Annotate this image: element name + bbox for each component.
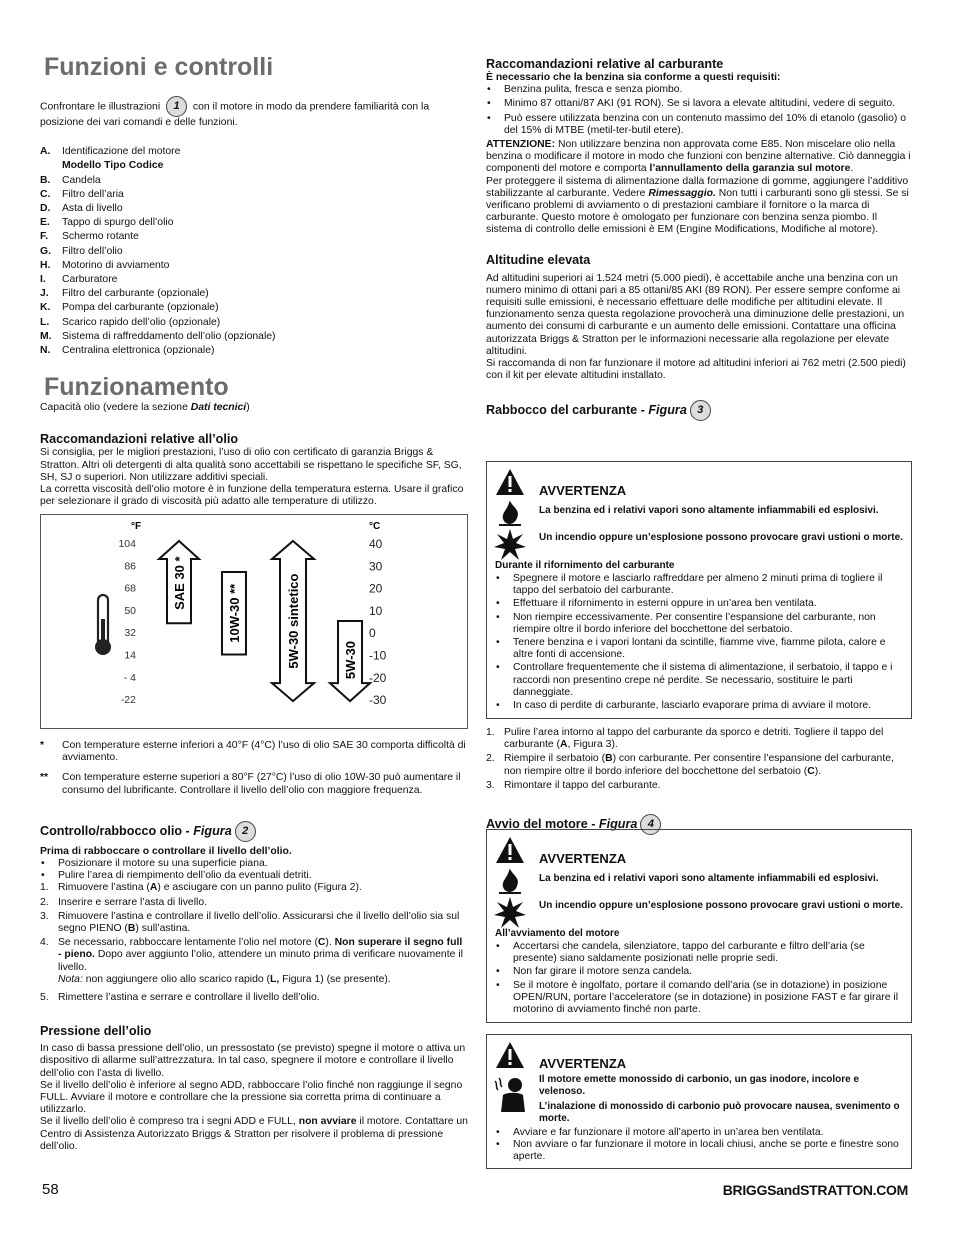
feature-key: B. — [40, 174, 51, 186]
oil-check-step — [40, 897, 468, 909]
f-unit-label: °F — [131, 521, 142, 532]
s4e: Dopo aver aggiunto l’olio, attendere un minuto prima di verificare nuovamente il livello. — [58, 949, 463, 973]
s4-note-b: non aggiungere olio allo scarico rapido ( — [82, 973, 270, 985]
warning-message-1: La benzina ed i relativi vapori sono altamente infiammabili ed esplosivi. — [539, 873, 879, 884]
feature-key: C. — [40, 188, 51, 200]
step-number: 1. — [40, 882, 49, 894]
footnote-mark-2: ** — [40, 772, 49, 784]
feature-label: Identificazione del motore Modello Tipo Codice — [62, 146, 181, 172]
viscosity-label: SAE 30 * — [172, 556, 187, 610]
step-text: Rimettere l’astina e serrare e controllare il livello dell’olio. — [58, 992, 320, 1004]
warning-box-start — [486, 829, 912, 1023]
fire-icon — [493, 867, 527, 895]
explosion-icon — [493, 896, 527, 930]
oil-pressure-heading: Pressione dell’olio — [40, 1024, 152, 1039]
oil-viscosity-chart — [40, 514, 468, 729]
altitude-heading: Altitudine elevata — [486, 252, 591, 267]
refuel-step — [486, 753, 914, 777]
intro-paragraph — [40, 96, 468, 129]
c-tick-label: 40 — [369, 537, 383, 551]
capacity-ref: Dati tecnici — [190, 402, 247, 414]
warning-bullet: • Effettuare il rifornimento in esterni oppure in un’area ben ventilata. — [495, 598, 903, 610]
oil-check-heading-text: Controllo/rabbocco olio - — [40, 823, 194, 838]
footnote-text-1: Con temperature esterne inferiori a 40°F (4°C) l’uso di olio SAE 30 comporta difficoltà di avviamento. — [62, 740, 466, 764]
s4-note-d: Figura 1) (se presente). — [279, 973, 391, 985]
oil-check-bullet: • Posizionare il motore su una superficie piana. — [40, 858, 468, 870]
capacity-close: ) — [246, 402, 250, 414]
warning-title: AVVERTENZA — [539, 1056, 627, 1071]
footnote-1 — [40, 740, 468, 764]
feature-key: F. — [40, 231, 49, 243]
feature-item — [40, 344, 468, 358]
warning-subheading: All’avviamento del motore — [495, 928, 620, 939]
refuel-step — [486, 780, 914, 792]
warning-bullet: • Tenere benzina e i vapori lontani da scintille, fiamme vive, fiamme pilota, calore e altre fonti di accensione. — [495, 637, 903, 661]
thermometer-icon — [95, 595, 111, 655]
feature-label: Pompa del carburante (opzionale) — [62, 302, 219, 314]
feature-key: K. — [40, 302, 51, 314]
c-tick-label: -20 — [369, 670, 387, 685]
feature-label: Sistema di raffreddamento dell’olio (opzionale) — [62, 330, 276, 342]
warning-bullets — [495, 941, 903, 1017]
f-tick-label: 50 — [124, 604, 136, 617]
c-tick-label: -30 — [369, 693, 387, 708]
fuel-bullet: • Minimo 87 ottani/87 AKI (91 RON). Se si lavora a elevate altitudini, vedere di seguito. — [486, 98, 914, 110]
warning-bullet: • In caso di perdite di carburante, lasciarlo evaporare prima di avviare il motore. — [495, 700, 903, 712]
step-ref: A — [149, 882, 158, 894]
p3b: non avviare — [298, 1116, 357, 1128]
left-column-lower — [40, 740, 468, 1153]
feature-item — [40, 230, 468, 244]
right-column — [486, 52, 914, 421]
feature-key: H. — [40, 259, 51, 271]
step-ref: A — [560, 739, 568, 751]
oil-pressure-p1: In caso di bassa pressione dell’olio, un pressostato (se previsto) spegne il motore o attiva un dispositivo di allarme sull’attrezzatura. In tal caso, spegnere il motore e controllare il livello dell’olio con l’asta di livello. — [40, 1043, 466, 1079]
step-number: 3. — [40, 910, 49, 922]
fuel-bullet: • Può essere utilizzata benzina con un contenuto massimo del 10% di etanolo (gasolio) o del 15% di MTBE (metil-ter-butil etere). — [486, 113, 914, 137]
feature-key: I. — [40, 274, 46, 286]
feature-item — [40, 287, 468, 301]
feature-item — [40, 216, 468, 230]
warning-box-fuel — [486, 461, 912, 719]
step-number: 2. — [40, 896, 49, 908]
feature-label: Filtro del carburante (opzionale) — [62, 288, 209, 300]
warning-bullet: • Avviare e far funzionare il motore all’aperto in un’area ben ventilata. — [495, 1127, 903, 1139]
step-ref: C — [807, 765, 815, 777]
f-tick-label: 32 — [124, 627, 136, 640]
feature-label: Tappo di spurgo dell’olio — [62, 217, 174, 229]
feature-label: Carburatore — [62, 274, 118, 286]
s4a: Se necessario, rabboccare lentamente l’olio nel motore ( — [58, 937, 318, 949]
c-tick-label: -10 — [369, 648, 387, 663]
feature-sub: Modello Tipo Codice — [62, 160, 164, 172]
warning-triangle-icon — [495, 836, 525, 864]
refuel-steps-block — [486, 727, 914, 835]
refuel-steps — [486, 727, 914, 792]
warning-message-1: La benzina ed i relativi vapori sono altamente infiammabili ed esplosivi. — [539, 505, 879, 516]
left-column — [40, 52, 468, 508]
warning-message-2: Un incendio oppure un’esplosione possono provocare gravi ustioni o morte. — [539, 900, 903, 911]
feature-key: M. — [40, 330, 52, 342]
intro-text-2: con il motore in modo da prendere familiarità con la posizione dei vari comandi e delle funzioni. — [40, 101, 430, 128]
s4b: C — [317, 937, 326, 949]
feature-item — [40, 330, 468, 344]
p3c: il motore. Contattare un Centro di Assistenza Autorizzato Briggs & Stratton per risolvere il problema di pressione dell’olio. — [40, 1116, 468, 1152]
caution-text: Non utilizzare benzina non approvata come E85. Non miscelare olio nella benzina o modificare il motore in modo che funzioni con benzine alternative. Ciò danneggia i componenti del motore e comporta — [486, 139, 911, 175]
warning-bullet: • Spegnere il motore e lasciarlo raffreddare per almeno 2 minuti prima di togliere il tappo del serbatoio del carburante. — [495, 573, 903, 597]
oil-pressure-p3 — [40, 1116, 468, 1153]
warning-message-2: L’inalazione di monossido di carbonio può provocare nausea, svenimento o morte. — [539, 1101, 900, 1124]
oil-check-lead: Prima di rabboccare o controllare il livello dell’olio. — [40, 845, 292, 857]
step-text: Inserire e serrare l’asta di livello. — [58, 896, 207, 908]
warning-triangle-icon — [495, 468, 525, 496]
feature-label: Schermo rotante — [62, 231, 139, 243]
step-number: 2. — [486, 753, 495, 765]
viscosity-label: 5W-30 sintetico — [286, 573, 301, 669]
intro-text: Confrontare le illustrazioni — [40, 101, 161, 113]
page-number: 58 — [42, 1181, 59, 1198]
oil-check-bullet: • Pulire l’area di riempimento dell’olio da eventuali detriti. — [40, 870, 468, 882]
step-text: Riempire il serbatoio (B) con carburante. Per consentire l’espansione del carburante, non riempire oltre il bordo inferiore del bocchettone del serbatoio (C). — [504, 753, 894, 777]
capacity-text: Capacità olio (vedere la sezione — [40, 402, 191, 414]
section-title-functions: Funzioni e controlli — [44, 53, 274, 81]
fuel-heading: Raccomandazioni relative al carburante — [486, 57, 724, 71]
oil-check-steps-cont — [40, 937, 468, 1004]
oil-paragraph-2: La corretta viscosità dell’olio motore è in funzione della temperatura esterna. Usare il grafico per selezionare il grado di viscosità più adatto alle temperature di utilizzo. — [40, 484, 464, 508]
fuel-lead: È necessario che la benzina sia conforme a questi requisiti: — [486, 72, 781, 83]
feature-label: Asta di livello — [62, 203, 123, 215]
feature-key: G. — [40, 245, 51, 257]
figure-callout-3: 3 — [690, 400, 711, 421]
fuel-caution — [486, 139, 914, 176]
viscosity-label: 10W-30 ** — [227, 583, 242, 643]
fuel-bullets — [486, 84, 914, 137]
step-number: 3. — [486, 779, 495, 791]
c-tick-label: 0 — [369, 626, 376, 641]
caution-end: . — [850, 163, 854, 175]
website-url[interactable]: BRIGGSandSTRATTON.COM — [722, 1182, 908, 1198]
feature-item — [40, 316, 468, 330]
section-title-operation: Funzionamento — [44, 373, 229, 402]
step-number: 4. — [40, 937, 49, 949]
warning-message-2: Un incendio oppure un’esplosione possono provocare gravi ustioni o morte. — [539, 532, 903, 543]
explosion-icon — [493, 528, 527, 562]
oil-pressure-p2: Se il livello dell’olio è inferiore al segno ADD, rabboccare l’olio finché non raggiunge il segno FULL. Avviare il motore e controllare che la pressione sia corretta prima di continuare a utilizzarlo. — [40, 1079, 463, 1116]
toxic-fumes-icon — [493, 1075, 529, 1113]
warning-bullet: • Controllare frequentemente che il sistema di alimentazione, il serbatoio, il tappo e i raccordi non presentino crepe né perdite. Se necessario, sostituire le parti danneggiate. — [495, 662, 903, 699]
feature-key: L. — [40, 316, 50, 328]
step-text: Rimuovere l’astina (A) e asciugare con un panno pulito (Figura 2). — [58, 882, 362, 894]
start-heading-fig: Figura — [598, 816, 638, 831]
c-axis-ticks — [369, 537, 387, 707]
step-ref: B — [127, 923, 136, 935]
figure-callout-2: 2 — [235, 821, 256, 842]
f-axis-ticks — [118, 538, 136, 706]
fuel-protect — [486, 176, 914, 237]
warning-bullet: • Non far girare il motore senza candela. — [495, 966, 903, 978]
f-tick-label: 68 — [124, 582, 136, 595]
figure-callout-1: 1 — [166, 96, 187, 117]
s4c: ). — [325, 937, 335, 949]
feature-key: E. — [40, 217, 50, 229]
fire-icon — [493, 499, 527, 527]
step-text: Pulire l’area intorno al tappo del carburante da sporco e detriti. Togliere il tappo del carburante (A, Figura 3). — [504, 727, 884, 751]
feature-label: Scarico rapido dell’olio (opzionale) — [62, 316, 221, 328]
feature-key: A. — [40, 146, 51, 158]
f-tick-label: 104 — [118, 538, 136, 550]
step-number: 1. — [486, 727, 495, 738]
protect-ref: Rimessaggio. — [648, 187, 716, 199]
feature-label: Filtro dell’olio — [62, 245, 123, 257]
f-tick-label: 86 — [124, 560, 136, 573]
warning-triangle-icon — [495, 1041, 525, 1069]
figure-callout-4: 4 — [640, 814, 661, 835]
warning-subheading: Durante il rifornimento del carburante — [495, 560, 675, 571]
oil-paragraph-1: Si consiglia, per le migliori prestazioni, l’uso di olio con certificato di garanzia Briggs & Stratton. Altri oli detergenti di alta qualità sono accettabili se rispettano le specifiche SF, SG, SH, SJ o superiori. Non utilizzare additivi speciali. — [40, 447, 462, 483]
feature-list — [40, 145, 468, 358]
feature-item — [40, 245, 468, 259]
refuel-heading-fig: Figura — [648, 403, 687, 418]
s4d: Non superare il segno full - pieno. — [58, 937, 463, 961]
caution-bold: l’annullamento della garanzia sul motore — [649, 163, 851, 175]
oil-check-step-5 — [40, 992, 468, 1004]
oil-capacity-note — [40, 402, 468, 414]
oil-check-steps — [40, 882, 468, 935]
viscosity-label: 5W-30 — [343, 641, 358, 680]
protect-c: Non tutti i carburanti sono gli stessi. Se si verificano problemi di avviamento o di prestazioni cambiare il fornitore o la marca di carburante. Questo motore è omologato per funzionare con benzina senza piombo. Il sistema di controllo delle emissioni è EM (Engine Modifications, Modifiche al motore). — [486, 187, 909, 236]
warning-bullet: • Non avviare o far funzionare il motore in locali chiusi, anche se porte e finestre sono aperte. — [495, 1139, 903, 1163]
step-text: Rimuovere l’astina e controllare il livello dell’olio. Assicurarsi che il livello dell’olio sia sul segno PIENO (B) sull’astina. — [58, 910, 460, 935]
feature-item — [40, 145, 468, 173]
p3a: Se il livello dell’olio è compreso tra i segni ADD e FULL, — [40, 1116, 299, 1128]
altitude-p2: Si raccomanda di non far funzionare il motore ad altitudini inferiori ai 762 metri (2.500 piedi) con il kit per elevate altitudini installato. — [486, 358, 906, 382]
footnote-2 — [40, 772, 468, 796]
footnote-text-2: Con temperature esterne superiori a 80°F (27°C) l’uso di olio 10W-30 può aumentare il consumo del lubrificante. Controllare il livello dell’olio con maggiore frequenza. — [62, 772, 461, 796]
warning-title: AVVERTENZA — [539, 851, 627, 866]
refuel-step — [486, 727, 914, 751]
warning-title: AVVERTENZA — [539, 483, 627, 498]
feature-label: Filtro dell’aria — [62, 188, 124, 200]
oil-check-step — [40, 882, 468, 894]
f-tick-label: 14 — [124, 649, 136, 662]
warning-bullet: • Non riempire eccessivamente. Per consentire l’espansione del carburante, non riempire oltre il bordo inferiore del bocchettone del serbatoio. — [495, 612, 903, 636]
oil-check-step-4 — [40, 937, 468, 986]
feature-item — [40, 273, 468, 287]
feature-item — [40, 202, 468, 216]
feature-item — [40, 188, 468, 202]
start-heading-text: Avvio del motore - — [486, 816, 599, 831]
step-text — [58, 937, 468, 986]
warning-bullets — [495, 573, 903, 713]
feature-item — [40, 259, 468, 273]
step-text: Rimontare il tappo del carburante. — [504, 779, 661, 791]
warning-box-co — [486, 1034, 912, 1169]
feature-label: Candela — [62, 174, 101, 186]
feature-item — [40, 301, 468, 315]
s4-note-c: L, — [270, 973, 280, 985]
oil-check-heading — [40, 821, 468, 842]
altitude-p1: Ad altitudini superiori ai 1.524 metri (5.000 piedi), è accettabile anche una benzina con un numero minimo di ottani pari a 85 ottani/85 AKI (89 RON). Per essere sempre conforme ai requisiti sulle emissioni, è necessario effettuare delle modifiche per altitudini elevate. Il funzionamento senza questa regolazione provocherà una diminuzione delle prestazioni, un aumento dei consumi di carburante e un aumento delle emissioni. Contattare una officina autorizzata Briggs & Stratton per le informazioni necessarie alla regolazione per elevate altitudini. — [486, 272, 905, 357]
oil-check-bullets — [40, 858, 468, 882]
feature-key: D. — [40, 203, 51, 215]
c-tick-label: 10 — [369, 603, 383, 618]
c-tick-label: 30 — [369, 559, 383, 574]
f-tick-label: - 4 — [123, 671, 136, 684]
refuel-heading — [486, 400, 914, 421]
feature-key: N. — [40, 345, 51, 357]
step-number: 5. — [40, 992, 49, 1004]
warning-bullet: • Accertarsi che candela, silenziatore, tappo del carburante e filtro dell’aria (se presente) siano saldamente posizionati nelle proprie sedi. — [495, 941, 903, 965]
caution-label: ATTENZIONE: — [486, 139, 556, 151]
feature-label: Motorino di avviamento — [62, 259, 170, 271]
oil-check-heading-fig: Figura — [193, 823, 232, 838]
s4-note: Nota: — [58, 973, 83, 985]
refuel-heading-text: Rabbocco del carburante - — [486, 403, 649, 418]
step-ref: B — [605, 753, 613, 765]
warning-message-1: Il motore emette monossido di carbonio, un gas inodore, incolore e velenoso. — [539, 1074, 860, 1097]
footnote-mark-1: * — [40, 740, 45, 751]
chart-canvas — [41, 515, 467, 728]
warning-bullets — [495, 1127, 903, 1164]
f-tick-label: -22 — [120, 694, 136, 707]
oil-check-step — [40, 911, 468, 935]
feature-label: Centralina elettronica (opzionale) — [62, 345, 215, 357]
c-tick-label: 20 — [369, 581, 383, 596]
protect-a: Per proteggere il sistema di alimentazione dalla formazione di gomme, aggiungere l’additivo stabilizzante al carburante. Vedere — [486, 175, 909, 199]
warning-bullet: • Se il motore è ingolfato, portare il comando dell’aria (se in dotazione) in posizione OPEN/RUN, portare l’acceleratore (se in dotazione) in posizione FAST e far girare il motorino di avviamento finché non parte. — [495, 980, 903, 1017]
feature-item — [40, 174, 468, 188]
feature-key: J. — [40, 288, 49, 300]
fuel-bullet: • Benzina pulita, fresca e senza piombo. — [486, 84, 914, 96]
c-unit-label: °C — [369, 521, 381, 532]
viscosity-ranges — [159, 541, 370, 701]
oil-heading: Raccomandazioni relative all’olio — [40, 432, 239, 447]
